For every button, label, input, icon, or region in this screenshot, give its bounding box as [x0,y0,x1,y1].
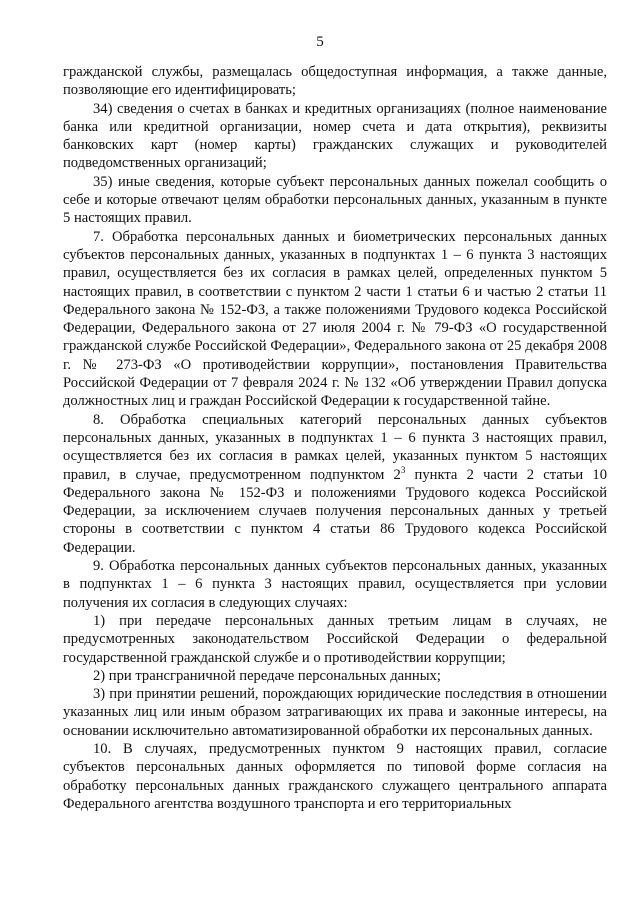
paragraph-section-10: 10. В случаях, предусмотренных пунктом 9 настоящих правил, согласие субъектов персональных данных оформляется по типовой форме согласия на обработку персональных данных гражданского служащего центрального аппарата Федерального агентства воздушного транспорта и его территориальных [63,740,607,812]
paragraph-section-8-text-before: 8. Обработка специальных категорий персональных данных субъектов персональных данных, указанных в подпунктах 1 – 6 пункта 3 настоящих правил, осуществляется без их согласия в рамках целей, указанных пунктом 5 настоящих правил, в случае, предусмотренном подпунктом 2 [63,411,607,483]
superscript-mark: 3 [400,464,406,475]
paragraph-section-8 [63,411,607,557]
paragraph-subitem-3: 3) при принятии решений, порождающих юридические последствия в отношении указанных лиц или иным образом затрагивающих их права и законные интересы, на основании исключительно автоматизированной обработки их персональных данных. [63,686,607,739]
document-body [63,63,607,813]
paragraph-subitem-1: 1) при передаче персональных данных третьим лицам в случаях, не предусмотренных законодательством Российской Федерации о федеральной государственной гражданской службе и о противодействии коррупции; [63,612,607,666]
page-number: 5 [316,34,324,50]
paragraph-subitem-2: 2) при трансграничной передаче персональных данных; [93,667,441,684]
paragraph-section-7: 7. Обработка персональных данных и биометрических персональных данных субъектов персональных данных, указанных в подпунктах 1 – 6 пункта 3 настоящих правил, осуществляется без их согласия в рамках целей, определенных пунктом 5 настоящих правил, в соответствии с пунктом 2 части 1 статьи 6 и частью 2 статьи 11 Федерального закона № 152-ФЗ, а также положениями Трудового кодекса Российской Федерации, Федерального закона от 27 июля 2004 г. № 79-ФЗ «О государственной гражданской службе Российской Федерации», Федерального закона от 25 декабря 2008 г. № 273-ФЗ «О противодействии коррупции», постановления Правительства Российской Федерации от 7 февраля 2024 г. № 132 «Об утверждении Правил допуска должностных лиц и граждан Российской Федерации к государственной тайне. [63,228,607,410]
paragraph-item-34: 34) сведения о счетах в банках и кредитных организациях (полное наименование банка или кредитной организации, номер счета и дата открытия), реквизиты банковских карт (номер карты) гражданских служащих и руководителей подведомственных организаций; [63,100,607,172]
paragraph-continuation: гражданской службы, размещалась общедоступная информация, а также данные, позволяющие его идентифицировать; [63,64,607,99]
paragraph-section-9: 9. Обработка персональных данных субъектов персональных данных, указанных в подпунктах 1 – 6 пункта 3 настоящих правил, осуществляется при условии получения их согласия в следующих случаях: [63,558,607,611]
paragraph-section-8-text-after: пункта 2 части 2 статьи 10 Федерального закона № 152-ФЗ и положениями Трудового кодекса Российской Федерации, за исключением случаев получения персональных данных у третьей стороны в соответствии с пунктом 4 статьи 86 Трудового кодекса Российской Федерации. [63,466,607,556]
paragraph-item-35: 35) иные сведения, которые субъект персональных данных пожелал сообщить о себе и которые отвечают целям обработки персональных данных, указанным в пункте 5 настоящих правил. [63,173,607,227]
